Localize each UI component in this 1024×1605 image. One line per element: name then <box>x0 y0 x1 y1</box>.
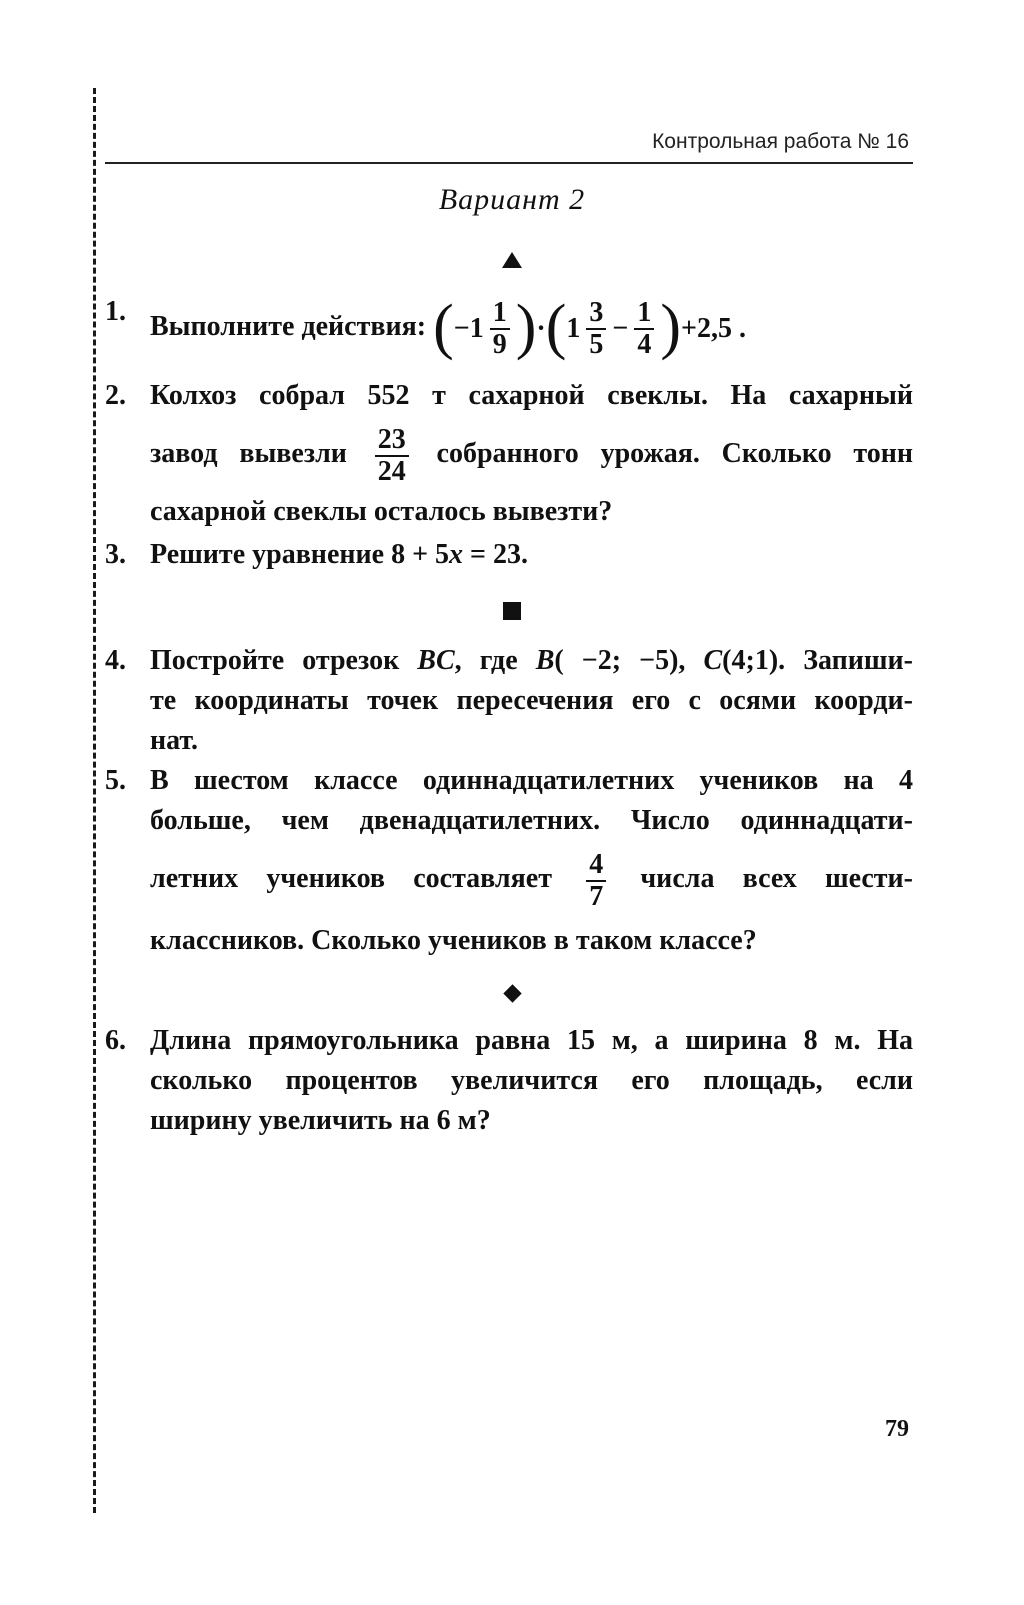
text-fragment: числа всех шести- <box>640 863 913 894</box>
paren-close: ) <box>515 292 537 361</box>
diamond-marker <box>0 987 1024 1004</box>
paren-open: ( <box>545 292 567 361</box>
denominator: 24 <box>375 455 409 486</box>
paren-close: ) <box>660 292 681 361</box>
task-text <box>150 292 913 364</box>
text-line: сколько процентов увеличится его площадь, если <box>150 1065 913 1096</box>
numerator: 1 <box>492 297 507 329</box>
fraction <box>634 298 654 359</box>
text-fragment: ( −2; −5), <box>554 645 704 676</box>
running-title: Контрольная работа № 16 <box>652 130 909 153</box>
text-line: больше, чем двенадцатилетних. Число одиннадцати- <box>150 805 913 836</box>
variant-title: Вариант 2 <box>438 183 586 216</box>
text-line: Колхоз собрал 552 т сахарной свеклы. На сахарный <box>150 380 913 411</box>
text-fragment: , где <box>454 645 536 676</box>
task-1 <box>105 292 913 364</box>
variable: x <box>449 539 464 570</box>
denominator: 5 <box>586 328 606 359</box>
segment-label: BC <box>417 645 455 676</box>
task-number: 5. <box>105 765 126 796</box>
minus-sign: − <box>612 312 629 344</box>
task-number: 4. <box>105 645 126 676</box>
text-line: сахарной свеклы осталось вывезти? <box>150 496 613 527</box>
task-text <box>150 641 913 761</box>
task-2 <box>105 376 913 532</box>
diamond-icon <box>503 984 521 1002</box>
text-line <box>150 841 913 917</box>
task-number: 1. <box>105 296 126 327</box>
header-rule <box>105 162 913 164</box>
task-text <box>150 376 913 532</box>
fraction <box>586 298 606 359</box>
text-line: В шестом классе одиннадцатилетних учеников на 4 <box>150 765 913 796</box>
task-number: 3. <box>105 539 126 570</box>
whole-part: 1 <box>566 312 581 344</box>
task-text <box>150 535 913 575</box>
whole-part: −1 <box>453 312 484 344</box>
cut-line <box>93 88 96 1513</box>
fraction <box>586 850 606 911</box>
text-fragment: летних учеников составляет <box>150 863 552 894</box>
task-number: 2. <box>105 380 126 411</box>
text-line: нат. <box>150 725 199 756</box>
triangle-marker <box>0 252 1024 272</box>
text-line: ширину увеличить на 6 м? <box>150 1105 491 1136</box>
denominator: 4 <box>634 328 654 359</box>
triangle-icon <box>502 252 522 268</box>
task-6 <box>105 1021 913 1141</box>
square-marker <box>0 602 1024 624</box>
denominator: 9 <box>490 328 510 359</box>
numerator: 4 <box>589 849 604 881</box>
numerator: 3 <box>589 297 604 329</box>
text-fragment: Решите уравнение 8 + 5 <box>150 539 450 570</box>
task-4 <box>105 641 913 761</box>
task-3 <box>105 535 913 575</box>
square-icon <box>503 602 521 620</box>
task-lead: Выполните действия: <box>150 311 427 342</box>
point-label: B <box>535 645 555 676</box>
text-line <box>150 416 913 492</box>
text-line: Длина прямоугольника равна 15 м, а ширина 8 м. На <box>150 1025 913 1056</box>
text-fragment: завод вывезли <box>150 438 347 469</box>
task-text <box>150 761 913 961</box>
fraction <box>490 298 510 359</box>
text-fragment: (4;1). Запиши- <box>722 645 913 676</box>
text-line: классников. Сколько учеников в таком классе? <box>150 925 757 956</box>
task-text <box>150 1021 913 1141</box>
multiply-dot: · <box>536 312 546 344</box>
text-line <box>150 641 913 681</box>
expression-tail: +2,5 . <box>681 312 746 344</box>
text-fragment: = 23. <box>463 539 528 570</box>
numerator: 1 <box>637 297 652 329</box>
page-number: 79 <box>885 1416 909 1442</box>
text-fragment: собранного урожая. Сколько тонн <box>436 438 914 469</box>
paren-open: ( <box>433 292 454 361</box>
fraction <box>375 425 409 486</box>
point-label: C <box>703 645 723 676</box>
task-5 <box>105 761 913 961</box>
text-fragment: Постройте отрезок <box>150 645 418 676</box>
text-line: те координаты точек пересечения его с осями коорди- <box>150 685 913 716</box>
expression <box>433 294 746 364</box>
denominator: 7 <box>586 880 606 911</box>
task-number: 6. <box>105 1025 126 1056</box>
numerator: 23 <box>377 424 406 456</box>
